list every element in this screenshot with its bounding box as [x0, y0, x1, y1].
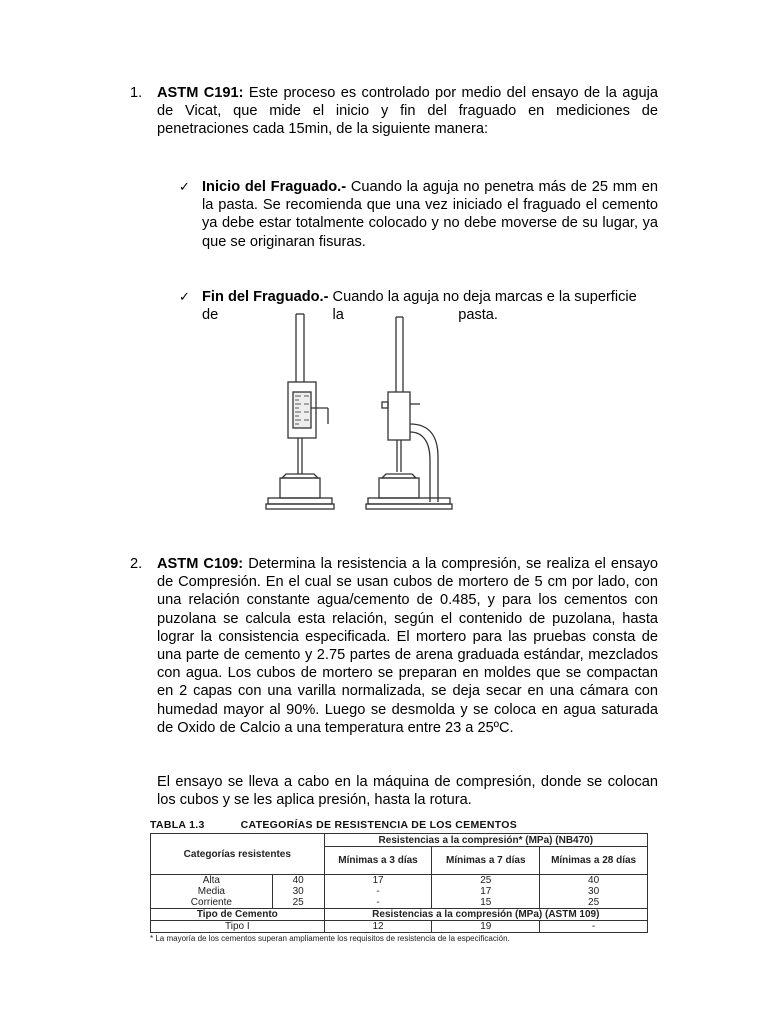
table-header-type-group: Resistencias a la compresión (MPa) (ASTM 109)	[324, 909, 647, 921]
section-paragraph: El ensayo se lleva a cabo en la máquina de compresión, donde se colocan los cubos y se les aplica presión, hasta la rotura.	[157, 774, 658, 809]
bullet-title: Fin del Fraguado.-	[202, 289, 329, 305]
table-cell: -	[324, 886, 432, 897]
table-row	[151, 897, 648, 909]
bullet-text	[202, 178, 658, 251]
table-cell: Media	[151, 886, 273, 897]
table-cell: 25	[540, 897, 648, 909]
section-astm-c109	[130, 555, 658, 737]
table-cell: -	[324, 897, 432, 909]
table-header-type: Tipo de Cemento	[151, 909, 325, 921]
table-header-category: Categorías resistentes	[151, 834, 325, 875]
table-cell: 30	[540, 886, 648, 897]
section-text: Este proceso es controlado por medio del ensayo de la aguja de Vicat, que mide el inicio y fin del fraguado en mediciones de penetraciones cada 15min, de la siguiente manera:	[157, 85, 658, 138]
table-cell: 19	[432, 921, 540, 933]
table-cell: 17	[432, 886, 540, 897]
section-code: ASTM C191:	[157, 85, 244, 101]
table-caption-title: CATEGORÍAS DE RESISTENCIA DE LOS CEMENTOS	[240, 819, 518, 831]
table-header-28d: Mínimas a 28 días	[540, 847, 648, 875]
table-caption	[150, 818, 650, 833]
section-text: Determina la resistencia a la compresión, se realiza el ensayo de Compresión. En el cual se usan cubos de mortero de 5 cm por lado, con una relación constante agua/cemento de 0.485, y para los cementos con puzolana se calcula esta relación, según el contenido de puzolana, hasta lograr la consistencia especificada. El mortero para las pruebas consta de una parte de cemento y 2.75 partes de arena graduada estándar, mezclados con agua. Los cubos de mortero se preparan en moldes que se compactan en 2 capas con una varilla normalizada, se deja secar en una cámara con humedad mayor al 90%. Luego se desmolda y se coloca en agua saturada de Oxido de Calcio a una temperatura entre 23 a 25ºC.	[157, 556, 658, 736]
table-cell: Corriente	[151, 897, 273, 909]
table-row	[151, 875, 648, 887]
table-row	[151, 921, 648, 933]
table-footnote: * La mayoría de los cementos superan ampliamente los requisitos de resistencia de la especificación.	[150, 934, 510, 943]
table-row	[151, 886, 648, 897]
section-astm-c191	[130, 84, 658, 139]
section-body	[157, 555, 658, 737]
bullet-inicio-fraguado	[179, 178, 658, 251]
table-header-group: Resistencias a la compresión* (MPa) (NB470)	[324, 834, 647, 847]
table-cell: -	[540, 921, 648, 933]
vicat-front-view	[266, 314, 334, 509]
section-body	[157, 84, 658, 139]
table-cell: Alta	[151, 875, 273, 887]
table-cell: 25	[432, 875, 540, 887]
table-cell: 25	[272, 897, 324, 909]
section-code: ASTM C109:	[157, 556, 244, 572]
table-header-3d: Mínimas a 3 días	[324, 847, 432, 875]
table-cell: 15	[432, 897, 540, 909]
word-de: de	[202, 307, 219, 324]
vicat-side-view	[366, 317, 452, 509]
table	[150, 833, 648, 933]
list-number: 1.	[130, 85, 143, 101]
word-la: la	[332, 307, 344, 324]
bullet-body: Cuando la aguja no penetra más de 25 mm en la pasta. Se recomienda que una vez iniciado el fraguado el cemento ya debe estar totalmente colocado y no debe moverse de su lugar, ya que se originaran fisuras.	[202, 179, 658, 250]
table-caption-id: TABLA 1.3	[150, 819, 205, 831]
table-cell: 40	[272, 875, 324, 887]
resistance-table	[150, 818, 650, 944]
table-cell: 17	[324, 875, 432, 887]
table-cell: 40	[540, 875, 648, 887]
table-cell: 12	[324, 921, 432, 933]
bullet-body: Cuando la aguja no deja marcas e la superficie	[328, 289, 637, 305]
checkmark-icon: ✓	[179, 179, 190, 194]
word-pasta: pasta.	[458, 307, 498, 324]
table-cell: Tipo I	[151, 921, 325, 933]
table-header-7d: Mínimas a 7 días	[432, 847, 540, 875]
checkmark-icon: ✓	[179, 289, 190, 304]
table-cell: 30	[272, 886, 324, 897]
bullet-title: Inicio del Fraguado.-	[202, 179, 347, 195]
vicat-apparatus-figure	[260, 312, 460, 517]
list-number: 2.	[130, 556, 143, 572]
